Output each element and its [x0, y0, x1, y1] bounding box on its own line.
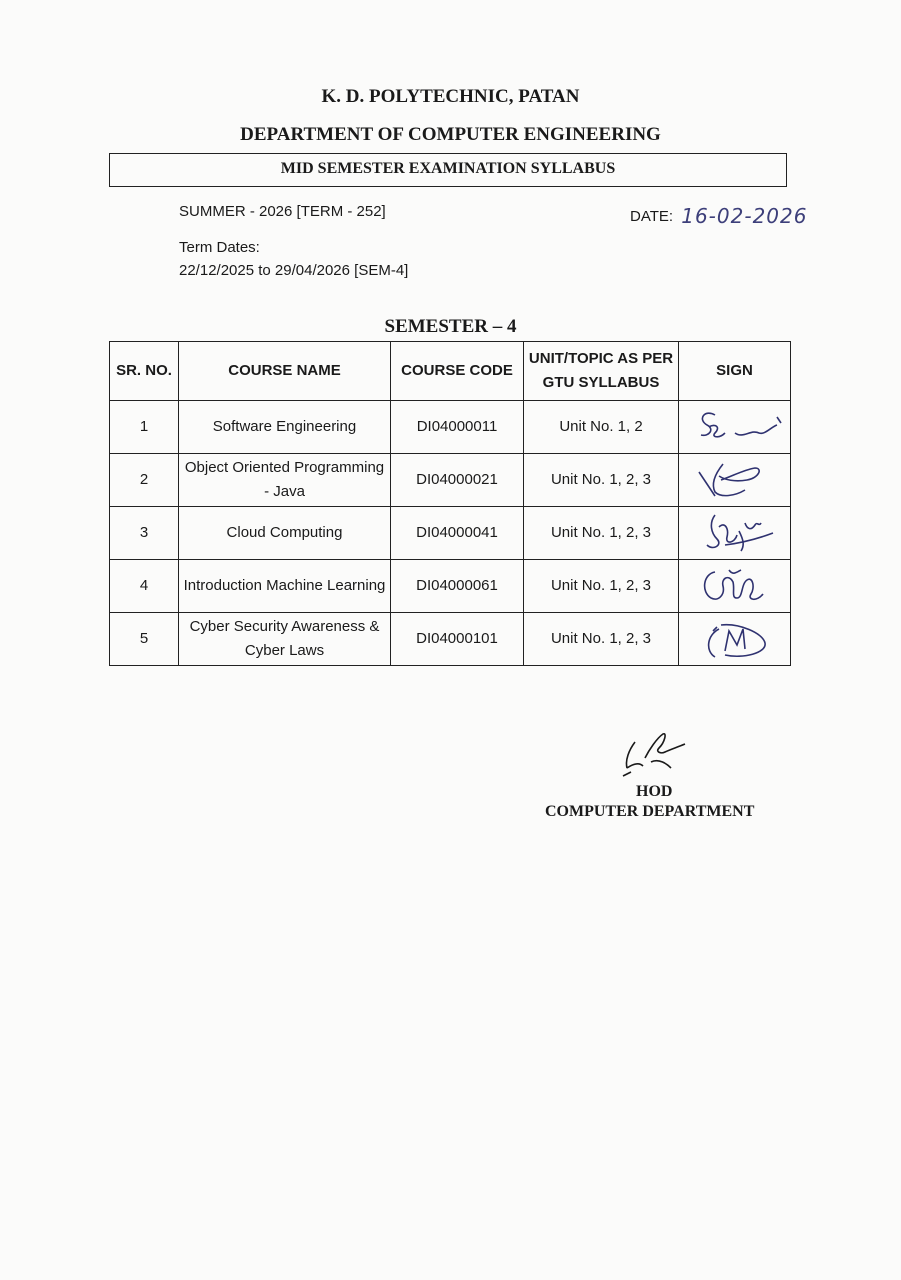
row-sr-no: 5 [110, 613, 179, 666]
header-course-code: COURSE CODE [391, 342, 524, 401]
row-course-code: DI04000061 [391, 560, 524, 613]
signature-5-image [685, 615, 785, 663]
header-sr-no: SR. NO. [110, 342, 179, 401]
row-signature [679, 401, 791, 454]
institute-name: K. D. POLYTECHNIC, PATAN [321, 86, 580, 107]
date-value: 16-02-2026 [681, 204, 808, 228]
row-sr-no: 2 [110, 454, 179, 507]
row-unit-topic: Unit No. 1, 2, 3 [524, 560, 679, 613]
table-row [110, 507, 791, 560]
header-course-name: COURSE NAME [179, 342, 391, 401]
row-course-code: DI04000101 [391, 613, 524, 666]
hod-department: COMPUTER DEPARTMENT [545, 803, 755, 820]
signature-2-image [685, 456, 785, 504]
row-course-name: Introduction Machine Learning [179, 560, 391, 613]
department-name: DEPARTMENT OF COMPUTER ENGINEERING [240, 124, 661, 145]
header-sign: SIGN [679, 342, 791, 401]
header-unit-topic: UNIT/TOPIC AS PER GTU SYLLABUS [524, 342, 679, 401]
table-row [110, 613, 791, 666]
syllabus-table [109, 341, 791, 666]
table-header-row [110, 342, 791, 401]
row-unit-topic: Unit No. 1, 2, 3 [524, 507, 679, 560]
row-course-name: Software Engineering [179, 401, 391, 454]
table-row [110, 401, 791, 454]
row-course-code: DI04000041 [391, 507, 524, 560]
row-course-code: DI04000021 [391, 454, 524, 507]
date-field [630, 202, 807, 226]
row-sr-no: 3 [110, 507, 179, 560]
signature-3-image [685, 509, 785, 557]
term-dates-label: Term Dates: [179, 239, 260, 256]
row-unit-topic: Unit No. 1, 2, 3 [524, 454, 679, 507]
semester-title: SEMESTER – 4 [384, 316, 517, 337]
row-course-name: Cyber Security Awareness & Cyber Laws [179, 613, 391, 666]
row-signature [679, 613, 791, 666]
exam-title: MID SEMESTER EXAMINATION SYLLABUS [280, 160, 616, 177]
session-label: SUMMER - 2026 [TERM - 252] [179, 203, 386, 220]
row-course-code: DI04000011 [391, 401, 524, 454]
row-sr-no: 1 [110, 401, 179, 454]
hod-title: HOD [636, 783, 673, 800]
row-signature [679, 454, 791, 507]
signature-4-image [685, 562, 785, 610]
row-course-name: Object Oriented Programming - Java [179, 454, 391, 507]
row-signature [679, 507, 791, 560]
row-unit-topic: Unit No. 1, 2, 3 [524, 613, 679, 666]
hod-signature [615, 728, 695, 785]
hod-signature-image [615, 728, 695, 780]
row-signature [679, 560, 791, 613]
term-dates-value: 22/12/2025 to 29/04/2026 [SEM-4] [179, 262, 409, 279]
row-sr-no: 4 [110, 560, 179, 613]
date-label: DATE: [630, 208, 674, 225]
row-course-name: Cloud Computing [179, 507, 391, 560]
signature-1-image [685, 403, 785, 451]
table-row [110, 560, 791, 613]
row-unit-topic: Unit No. 1, 2 [524, 401, 679, 454]
table-row [110, 454, 791, 507]
